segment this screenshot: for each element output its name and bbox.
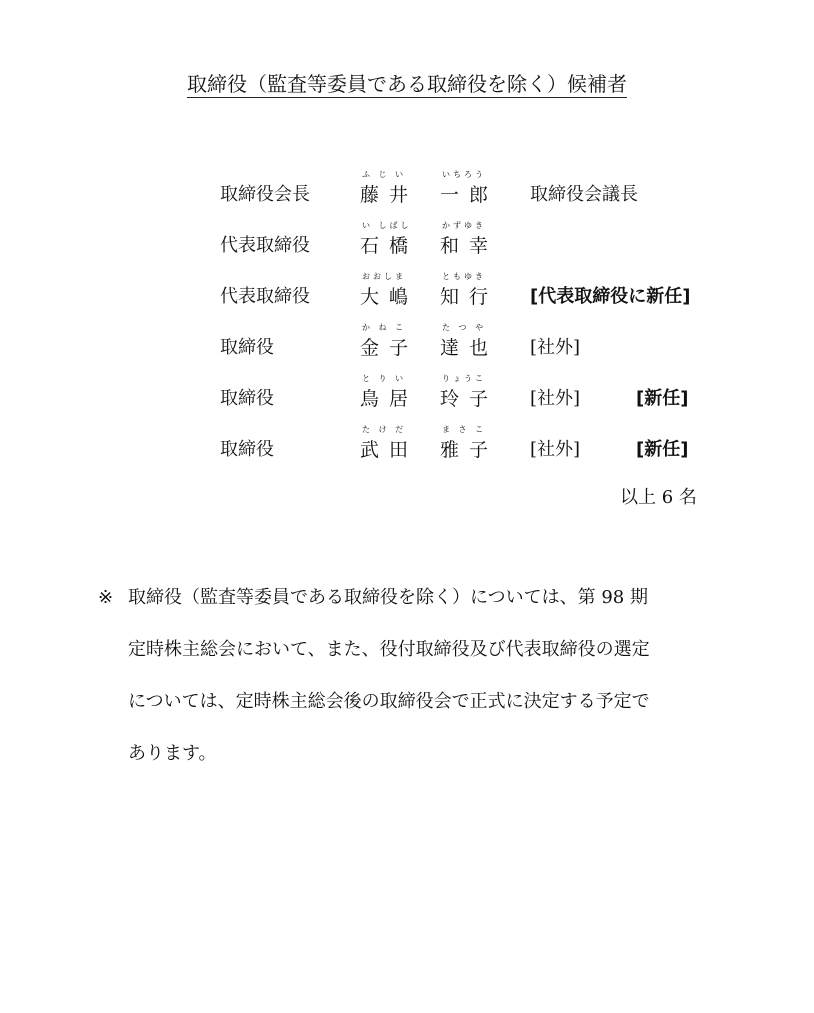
candidate-position: 代表取締役 <box>220 286 310 307</box>
given-name-ruby: ま さ こ <box>442 425 487 434</box>
remark-line: あります。 <box>128 743 217 764</box>
given-name-ruby: た つ や <box>442 323 487 332</box>
surname-ruby: た け だ <box>362 425 407 434</box>
candidate-note: 取締役会議長 <box>530 184 638 205</box>
given-name-kanji: 一 郎 <box>440 184 491 206</box>
surname-kanji: 鳥 居 <box>360 388 411 410</box>
surname-kanji: 石 橋 <box>360 235 411 257</box>
given-name-ruby: ともゆき <box>442 272 486 281</box>
given-name-ruby: りょうこ <box>442 374 486 383</box>
candidate-row <box>0 272 814 310</box>
surname-ruby: い しばし <box>362 221 412 230</box>
page-title-text: 取締役（監査等委員である取締役を除く）候補者 <box>187 72 627 96</box>
candidate-position: 取締役 <box>220 439 274 460</box>
candidate-position: 取締役 <box>220 337 274 358</box>
candidate-row <box>0 323 814 361</box>
given-name-kanji: 玲 子 <box>440 388 491 410</box>
surname-kanji: 藤 井 <box>360 184 411 206</box>
candidate-row <box>0 170 814 208</box>
candidate-note: [社外] <box>530 439 581 460</box>
candidate-note: [社外] <box>530 337 581 358</box>
given-name-ruby: かずゆき <box>442 221 486 230</box>
candidate-new-badge: [新任] <box>636 439 689 460</box>
candidate-position: 取締役会長 <box>220 184 310 205</box>
given-name-ruby: いちろう <box>442 170 486 179</box>
remark-line: については、定時株主総会後の取締役会で正式に決定する予定で <box>128 691 650 712</box>
remark-line: 取締役（監査等委員である取締役を除く）については、第 98 期 <box>128 587 648 608</box>
candidate-row <box>0 425 814 463</box>
remark-line: 定時株主総会において、また、役付取締役及び代表取締役の選定 <box>128 639 650 660</box>
candidate-position: 代表取締役 <box>220 235 310 256</box>
surname-kanji: 武 田 <box>360 439 411 461</box>
candidate-row <box>0 221 814 259</box>
candidate-new-badge: [新任] <box>636 388 689 409</box>
surname-ruby: おおしま <box>362 272 406 281</box>
given-name-kanji: 知 行 <box>440 286 491 308</box>
candidate-row <box>0 374 814 412</box>
given-name-kanji: 和 幸 <box>440 235 491 257</box>
surname-kanji: 大 嶋 <box>360 286 411 308</box>
surname-ruby: か ね こ <box>362 323 407 332</box>
surname-kanji: 金 子 <box>360 337 411 359</box>
candidate-total: 以上 6 名 <box>620 487 697 508</box>
candidate-note: [社外] <box>530 388 581 409</box>
page-title <box>0 70 814 98</box>
candidate-position: 取締役 <box>220 388 274 409</box>
given-name-kanji: 達 也 <box>440 337 491 359</box>
surname-ruby: ふ じ い <box>362 170 407 179</box>
given-name-kanji: 雅 子 <box>440 439 491 461</box>
surname-ruby: と り い <box>362 374 407 383</box>
candidate-note: [代表取締役に新任] <box>530 286 691 307</box>
reference-mark: ※ <box>98 587 114 608</box>
